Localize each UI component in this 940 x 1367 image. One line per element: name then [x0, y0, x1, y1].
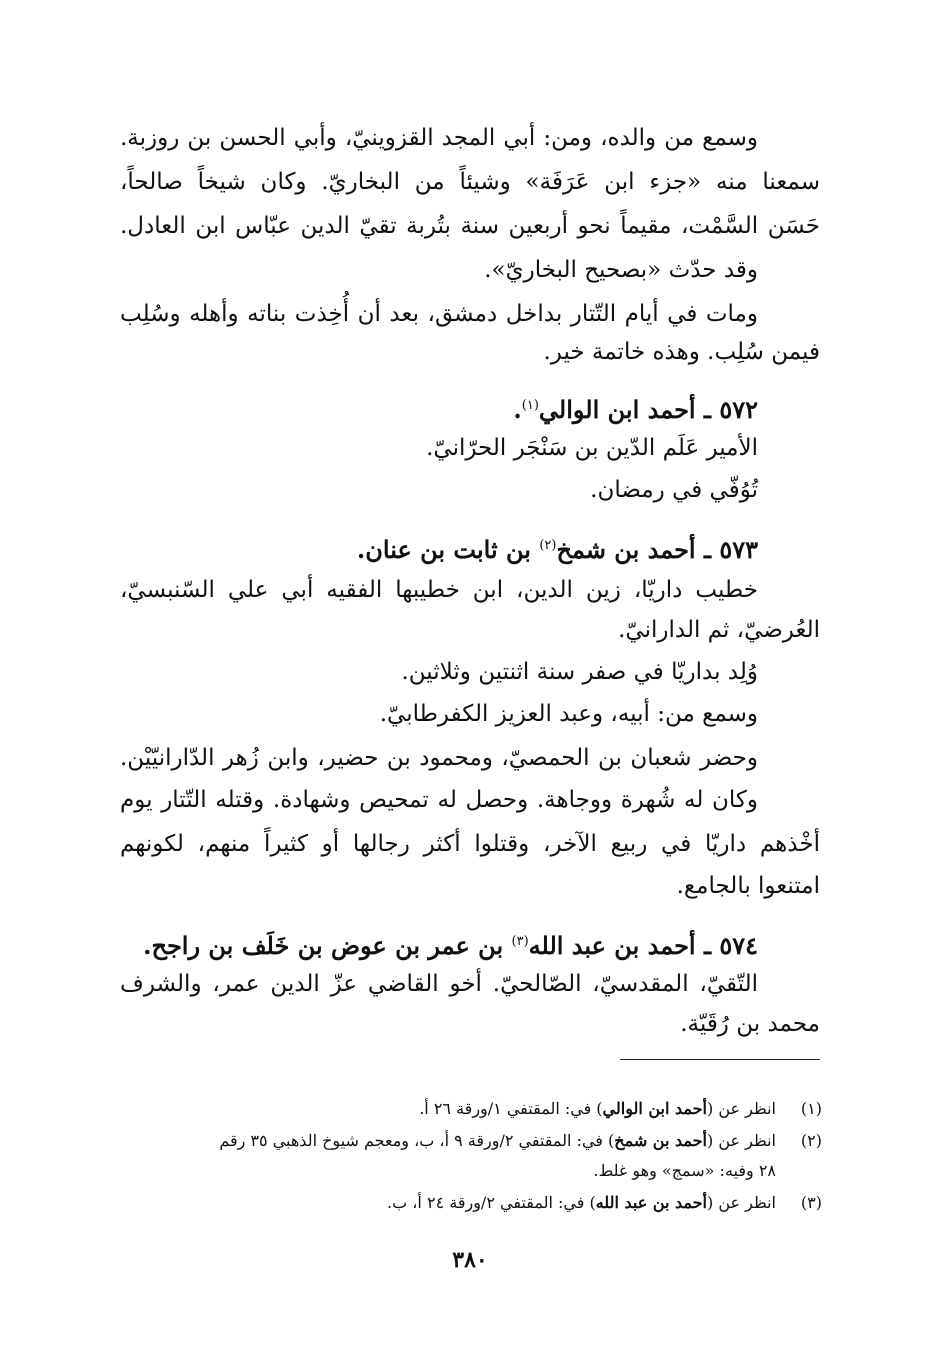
footnote-3: (٣)انظر عن (أحمد بن عبد الله) في: المقتفي ٢/ورقة ٢٤ أ، ب. — [100, 1188, 822, 1218]
footnote-2-continuation: ٢٨ وفيه: «سمج» وهو غلط. — [593, 1161, 776, 1180]
entry-line: محمد بن رُقَيّة. — [680, 1011, 820, 1037]
entry-line: العُرضيّ، ثم الدارانيّ. — [618, 617, 820, 643]
page-number: ٣٨٠ — [452, 1247, 488, 1273]
entry-line: وُلِد بداريّا في صفر سنة اثنتين وثلاثين. — [401, 659, 758, 685]
body-line: حَسَن السَّمْت، مقيماً نحو أربعين سنة بتُربة تقيّ الدين عبّاس ابن العادل. — [120, 213, 820, 239]
footnote-ref[interactable]: (٢) — [539, 538, 557, 553]
entry-line: خطيب داريّا، زين الدين، ابن خطيبها الفقيه أبي علي السّنبسيّ، — [120, 577, 758, 603]
footnote-number: (٢) — [800, 1131, 822, 1150]
entry-line: وكان له شُهرة ووجاهة. وحصل له تمحيص وشهادة. وقتله التّتار يوم — [120, 787, 758, 813]
entry-line: التّقيّ، المقدسيّ، الصّالحيّ. أخو القاضي عزّ الدين عمر، والشرف — [120, 971, 758, 997]
footnote-ref[interactable]: (٣) — [511, 934, 529, 949]
footnote-ref[interactable]: (١) — [521, 398, 539, 413]
footnote-number: (١) — [800, 1099, 822, 1118]
entry-line: أخْذهم داريّا في ربيع الآخر، وقتلوا أكثر رجالها أو كثيراً منهم، لكونهم — [120, 831, 820, 857]
body-line: ومات في أيام التّتار بداخل دمشق، بعد أن أُخِذت بناته وأهله وسُلِب — [120, 301, 758, 327]
entry-heading-573: ٥٧٣ ـ أحمد بن شمخ$^{(٢)}$ بن ثابت بن عنان. — [356, 535, 758, 564]
entry-line: الأمير عَلَم الدّين بن سَنْجَر الحرّانيّ. — [426, 435, 758, 461]
body-line: سمعنا منه «جزء ابن عَرَفَة» وشيئاً من البخاريّ. وكان شيخاً صالحاً، — [120, 169, 820, 195]
footnote-separator — [620, 1059, 820, 1060]
body-line: وقد حدّث «بصحيح البخاريّ». — [484, 257, 758, 283]
entry-heading-574: ٥٧٤ ـ أحمد بن عبد الله$^{(٣)}$ بن عمر بن عوض بن خَلَف بن راجح. — [143, 931, 758, 960]
entry-line: وحضر شعبان بن الحمصيّ، ومحمود بن حضير، وابن زُهر الدّارانيّيْن. — [120, 745, 758, 771]
footnote-1: (١)انظر عن (أحمد ابن الوالي) في: المقتفي ١/ورقة ٢٦ أ. — [100, 1094, 822, 1124]
body-line: وسمع من والده، ومن: أبي المجد القزوينيّ، وأبي الحسن بن روزبة. — [120, 125, 758, 151]
footnote-2: (٢)انظر عن (أحمد بن شمخ) في: المقتفي ٢/ورقة ٩ أ، ب، ومعجم شيوخ الذهبي ٣٥ رقم — [100, 1126, 822, 1156]
footnote-number: (٣) — [800, 1193, 822, 1212]
body-line: فيمن سُلِب. وهذه خاتمة خير. — [543, 339, 820, 365]
entry-line: امتنعوا بالجامع. — [676, 873, 820, 899]
entry-heading-572: ٥٧٢ ـ أحمد ابن الوالي$^{(١)}$. — [513, 395, 758, 424]
entry-line: وسمع من: أبيه، وعبد العزيز الكفرطابيّ. — [379, 701, 758, 727]
entry-line: تُوُفّي في رمضان. — [590, 477, 758, 503]
